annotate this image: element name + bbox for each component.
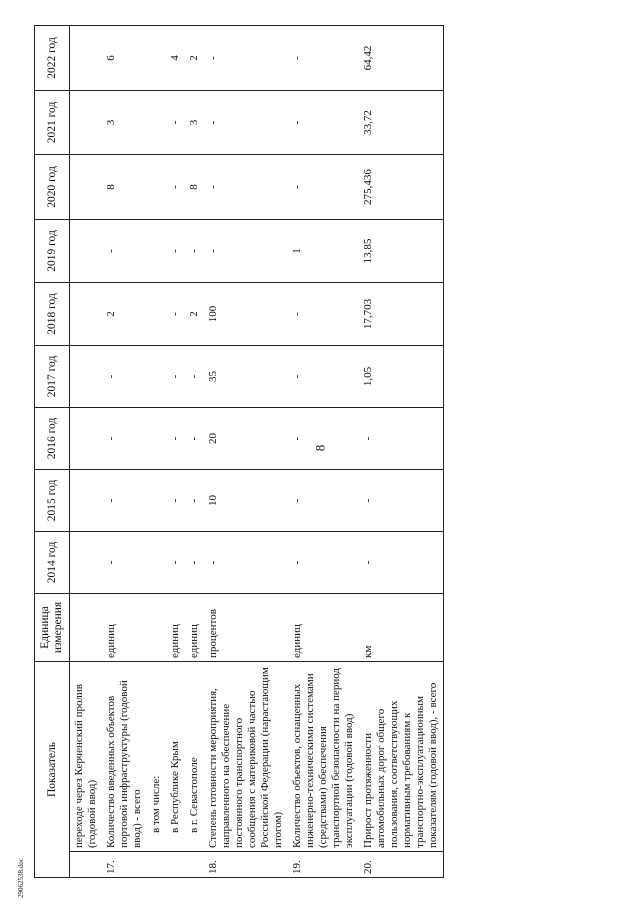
rotated-page bbox=[34, 26, 596, 878]
value-cell: - bbox=[288, 90, 359, 154]
value-cell: 8 bbox=[102, 154, 147, 219]
value-cell: - bbox=[166, 90, 185, 154]
value-cell bbox=[70, 469, 103, 531]
rotated-content bbox=[34, 26, 596, 878]
value-cell bbox=[70, 407, 103, 469]
header-indicator: Показатель bbox=[35, 661, 70, 877]
indicators-table bbox=[34, 25, 444, 878]
table-row bbox=[185, 25, 204, 877]
value-cell: 2 bbox=[185, 25, 204, 90]
indicator-cell: Степень готовности мероприятия, направленного на обеспечение постоянного транспортного сообщения с материковой частью Российской Федерации (нарастающим итогом) bbox=[204, 661, 288, 851]
value-cell: - bbox=[288, 282, 359, 345]
value-cell bbox=[70, 90, 103, 154]
value-cell: 1,05 bbox=[359, 345, 444, 407]
value-cell: 17,703 bbox=[359, 282, 444, 345]
table-row bbox=[147, 25, 166, 877]
header-year: 2015 год bbox=[35, 469, 70, 531]
value-cell: 2 bbox=[102, 282, 147, 345]
value-cell: 3 bbox=[102, 90, 147, 154]
value-cell bbox=[147, 282, 166, 345]
value-cell: - bbox=[102, 407, 147, 469]
value-cell bbox=[147, 531, 166, 593]
indicator-cell: Прирост протяженности автомобильных дорог общего пользования, соответствующих нормативным требованиям к транспортно-эксплуатационным показателям (годовой ввод), - всего bbox=[359, 661, 444, 851]
value-cell: 3 bbox=[185, 90, 204, 154]
value-cell: - bbox=[166, 345, 185, 407]
value-cell: - bbox=[204, 90, 288, 154]
value-cell: 275,436 bbox=[359, 154, 444, 219]
value-cell bbox=[147, 154, 166, 219]
header-year: 2018 год bbox=[35, 282, 70, 345]
footer bbox=[17, 858, 57, 898]
value-cell: - bbox=[288, 469, 359, 531]
value-cell: - bbox=[288, 407, 359, 469]
value-cell: 10 bbox=[204, 469, 288, 531]
value-cell bbox=[147, 219, 166, 282]
value-cell bbox=[70, 219, 103, 282]
value-cell: 33,72 bbox=[359, 90, 444, 154]
value-cell bbox=[147, 345, 166, 407]
value-cell: - bbox=[359, 407, 444, 469]
value-cell: - bbox=[166, 469, 185, 531]
row-number: 19. bbox=[288, 852, 359, 878]
value-cell: - bbox=[204, 25, 288, 90]
value-cell: - bbox=[185, 407, 204, 469]
value-cell bbox=[147, 469, 166, 531]
value-cell bbox=[70, 282, 103, 345]
value-cell: - bbox=[102, 219, 147, 282]
value-cell: - bbox=[185, 531, 204, 593]
value-cell bbox=[70, 25, 103, 90]
indicator-cell: в том числе: bbox=[147, 661, 166, 851]
row-number: 18. bbox=[204, 852, 288, 878]
row-number bbox=[70, 852, 103, 878]
value-cell bbox=[70, 345, 103, 407]
value-cell bbox=[70, 531, 103, 593]
indicator-cell: переходе через Керченский пролив (годовой ввод) bbox=[70, 661, 103, 851]
value-cell: - bbox=[166, 154, 185, 219]
row-number bbox=[166, 852, 185, 878]
value-cell: 4 bbox=[166, 25, 185, 90]
table-row bbox=[102, 25, 147, 877]
unit-cell: км bbox=[359, 593, 444, 661]
value-cell: - bbox=[204, 219, 288, 282]
indicator-cell: в г. Севастополе bbox=[185, 661, 204, 851]
page-number-text: 8 bbox=[312, 444, 327, 452]
table-row bbox=[70, 25, 103, 877]
unit-cell: процентов bbox=[204, 593, 288, 661]
unit-cell bbox=[70, 593, 103, 661]
header-year: 2017 год bbox=[35, 345, 70, 407]
unit-cell: единиц bbox=[166, 593, 185, 661]
value-cell: - bbox=[185, 469, 204, 531]
value-cell: - bbox=[359, 469, 444, 531]
table-row bbox=[288, 25, 359, 877]
table-header-row bbox=[35, 25, 70, 877]
unit-cell bbox=[147, 593, 166, 661]
row-number bbox=[185, 852, 204, 878]
indicator-cell: в Республике Крым bbox=[166, 661, 185, 851]
header-year: 2019 год bbox=[35, 219, 70, 282]
indicator-cell: Количество объектов, оснащенных инженерно-техническими системами (средствами) обеспечения транспортной безопасности на период эксплуатации (годовой ввод) bbox=[288, 661, 359, 851]
header-unit: Единица измерения bbox=[35, 593, 70, 661]
table-body bbox=[70, 25, 444, 877]
value-cell: - bbox=[204, 531, 288, 593]
unit-cell: единиц bbox=[185, 593, 204, 661]
row-number: 17. bbox=[102, 852, 147, 878]
header-year: 2014 год bbox=[35, 531, 70, 593]
value-cell: - bbox=[166, 219, 185, 282]
value-cell: - bbox=[166, 282, 185, 345]
value-cell: - bbox=[166, 407, 185, 469]
unit-cell: единиц bbox=[102, 593, 147, 661]
value-cell: - bbox=[166, 531, 185, 593]
header-year: 2021 год bbox=[35, 90, 70, 154]
value-cell: 64,42 bbox=[359, 25, 444, 90]
value-cell: - bbox=[359, 531, 444, 593]
value-cell: 100 bbox=[204, 282, 288, 345]
row-number bbox=[147, 852, 166, 878]
value-cell: - bbox=[102, 469, 147, 531]
header-year: 2022 год bbox=[35, 25, 70, 90]
table-row bbox=[204, 25, 288, 877]
value-cell: - bbox=[288, 531, 359, 593]
row-number: 20. bbox=[359, 852, 444, 878]
value-cell: - bbox=[102, 531, 147, 593]
value-cell bbox=[147, 90, 166, 154]
unit-cell: единиц bbox=[288, 593, 359, 661]
value-cell: 1 bbox=[288, 219, 359, 282]
value-cell: 6 bbox=[102, 25, 147, 90]
value-cell bbox=[147, 25, 166, 90]
value-cell: 20 bbox=[204, 407, 288, 469]
value-cell bbox=[147, 407, 166, 469]
header-year: 2016 год bbox=[35, 407, 70, 469]
table-row bbox=[166, 25, 185, 877]
value-cell: 2 bbox=[185, 282, 204, 345]
footer-doc-code: 29062538.doc bbox=[17, 858, 25, 898]
value-cell: - bbox=[185, 345, 204, 407]
value-cell: - bbox=[288, 25, 359, 90]
value-cell: - bbox=[288, 154, 359, 219]
value-cell: 8 bbox=[185, 154, 204, 219]
table-row bbox=[359, 25, 444, 877]
value-cell: 13,85 bbox=[359, 219, 444, 282]
header-year: 2020 год bbox=[35, 154, 70, 219]
indicator-cell: Количество введенных объектов портовой инфраструктуры (годовой ввод) - всего bbox=[102, 661, 147, 851]
value-cell bbox=[70, 154, 103, 219]
value-cell: - bbox=[185, 219, 204, 282]
value-cell: - bbox=[204, 154, 288, 219]
value-cell: - bbox=[288, 345, 359, 407]
value-cell: - bbox=[102, 345, 147, 407]
value-cell: 35 bbox=[204, 345, 288, 407]
